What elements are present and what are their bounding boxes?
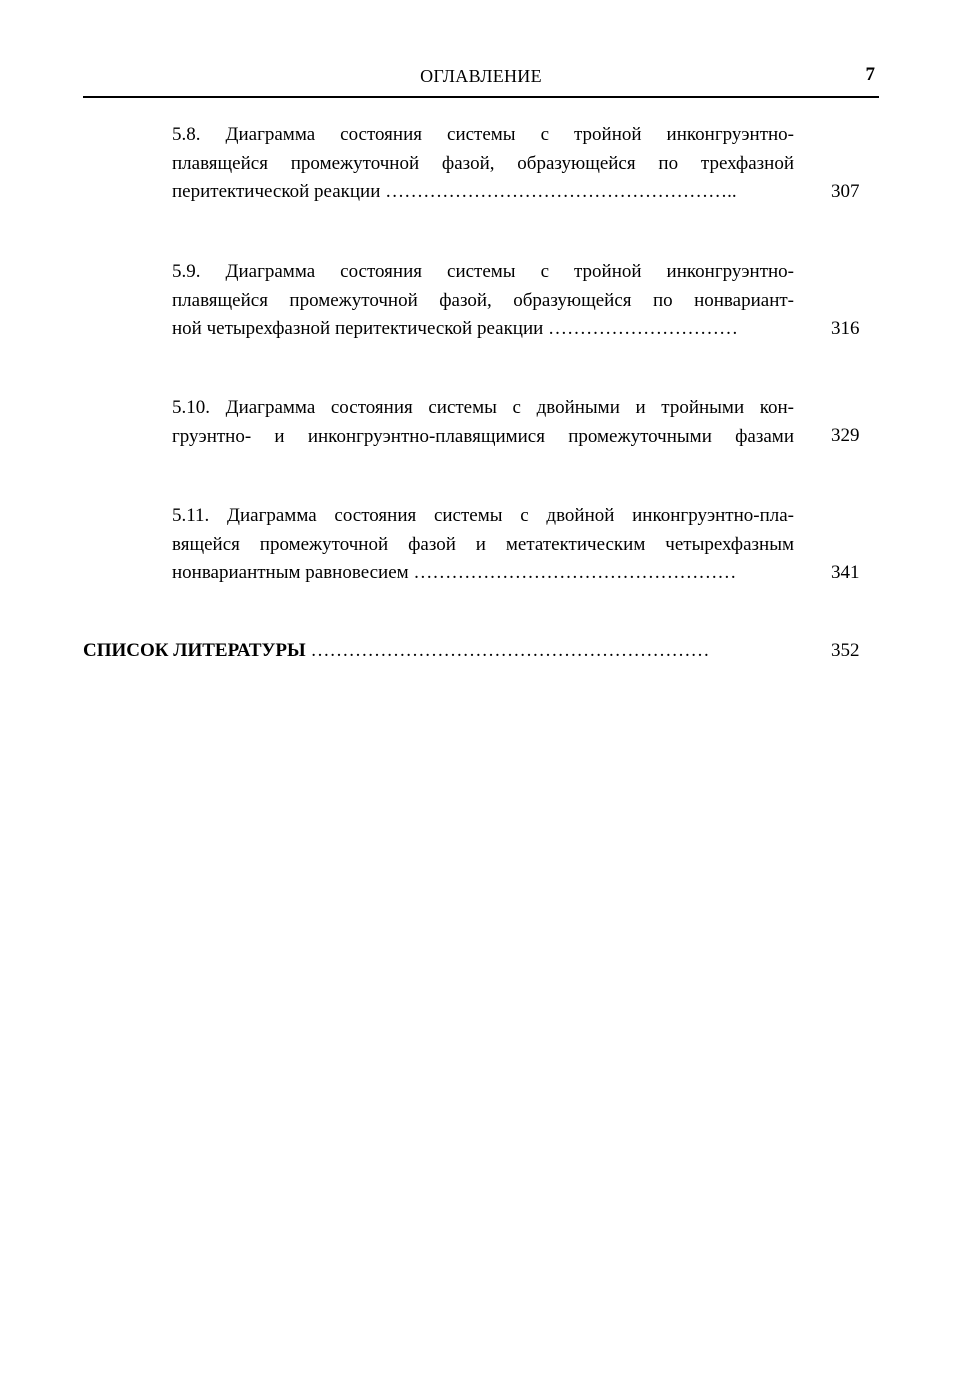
toc-entry-5-9[interactable]: [172, 258, 794, 344]
toc-entry-page-5-8[interactable]: 307: [831, 181, 860, 202]
toc-entry-5-11[interactable]: [172, 502, 794, 588]
page-number: 7: [865, 64, 875, 85]
toc-entry-page-5-9[interactable]: 316: [831, 318, 860, 339]
header-rule: [83, 96, 879, 98]
toc-entry-page-5-11[interactable]: 341: [831, 562, 860, 583]
toc-entry-line: ной четырехфазной перитектической реакции …………………………: [172, 318, 739, 339]
toc-entry-5-10[interactable]: [172, 394, 794, 451]
toc-entry-page-5-10[interactable]: 329: [831, 425, 860, 446]
toc-entry-line: 5.11. Диаграмма состояния системы с двойной инконгруэнтно-пла-: [172, 505, 794, 526]
toc-entry-line: груэнтно- и инконгруэнтно-плавящимися промежуточными фазами: [172, 425, 794, 447]
toc-entry-line: плавящейся промежуточной фазой, образующейся по трехфазной: [172, 152, 794, 174]
toc-entry-page-bibliography[interactable]: 352: [831, 640, 860, 661]
bibliography-title: СПИСОК ЛИТЕРАТУРЫ: [83, 640, 306, 661]
toc-entry-line: нонвариантным равновесием ……………………………………………: [172, 562, 737, 583]
toc-entry-line: плавящейся промежуточной фазой, образующейся по нонвариант-: [172, 289, 794, 311]
running-header-title: ОГЛАВЛЕНИЕ: [420, 66, 542, 86]
toc-entry-line: 5.8. Диаграмма состояния системы с тройной инконгруэнтно-: [172, 124, 794, 145]
toc-entry-line: 5.9. Диаграмма состояния системы с тройной инконгруэнтно-: [172, 261, 794, 282]
toc-entry-5-8[interactable]: [172, 121, 794, 207]
toc-entry-line: 5.10. Диаграмма состояния системы с двойными и тройными кон-: [172, 397, 794, 418]
toc-entry-bibliography[interactable]: [83, 637, 794, 666]
running-header: [83, 64, 879, 94]
toc-entry-line: вящейся промежуточной фазой и метатектическим четырехфазным: [172, 533, 794, 555]
toc-entry-line: перитектической реакции ………………………………………………..: [172, 181, 737, 202]
bibliography-leader: ………………………………………………………: [310, 640, 710, 661]
